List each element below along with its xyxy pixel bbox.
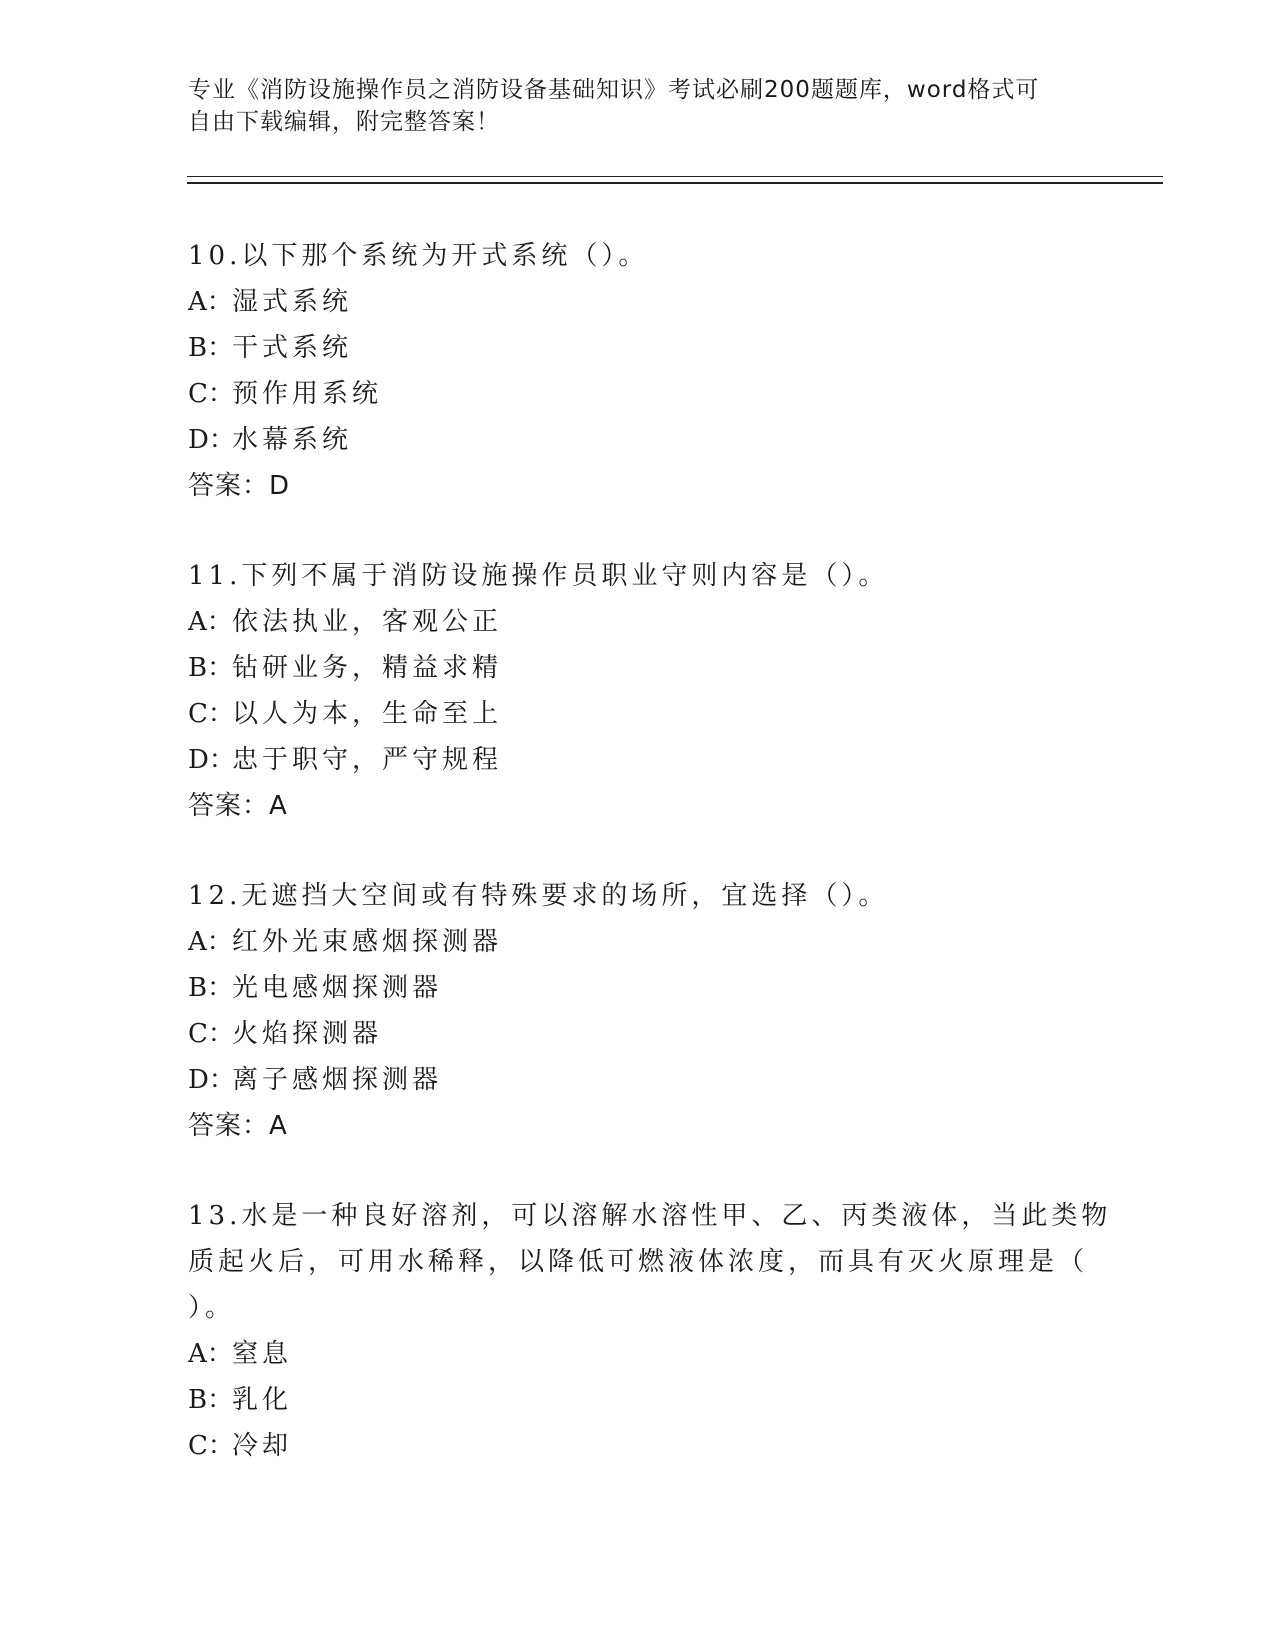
header-line-2: 自由下载编辑，附完整答案！ [188,109,500,135]
option-text: 光电感烟探测器 [232,973,443,1003]
option-letter: D： [188,425,235,455]
option-b [188,965,1088,1011]
question-stem-line-1: 13.水是一种良好溶剂，可以溶解水溶性甲、乙、丙类液体，当此类物 [188,1201,1112,1231]
option-text: 干式系统 [232,333,353,363]
option-letter: C： [188,699,234,729]
option-letter: A： [188,607,233,637]
option-c [188,1011,1088,1057]
option-c [188,1423,1088,1469]
option-text: 窒息 [232,1339,293,1369]
question-12 [188,873,1088,1149]
option-letter: B： [188,973,234,1003]
option-d [188,417,1088,463]
question-13 [188,1193,1112,1469]
option-letter: A： [188,1339,233,1369]
option-b [188,325,1088,371]
option-letter: C： [188,1019,234,1049]
option-a [188,919,1088,965]
option-letter: A： [188,927,233,957]
option-text: 湿式系统 [232,287,353,317]
option-c [188,691,1088,737]
header-divider-thick [187,182,1163,184]
option-letter: C： [188,379,234,409]
option-b [188,645,1088,691]
option-a [188,279,1088,325]
option-text: 乳化 [232,1385,293,1415]
option-letter: B： [188,333,234,363]
question-stem-line-2: 质起火后，可用水稀释，以降低可燃液体浓度，而具有灭火原理是（ [188,1247,1089,1277]
option-c [188,371,1088,417]
option-text: 钻研业务，精益求精 [232,653,503,683]
option-d [188,1057,1088,1103]
option-text: 预作用系统 [232,379,383,409]
option-a [188,1331,1088,1377]
answer: 答案：D [188,471,291,501]
option-text: 冷却 [232,1431,293,1461]
option-d [188,737,1088,783]
document-header [188,74,1088,138]
question-stem: 12.无遮挡大空间或有特殊要求的场所，宜选择（）。 [188,881,889,911]
answer: 答案：A [188,791,288,821]
header-line-1: 专业《消防设施操作员之消防设备基础知识》考试必刷200题题库，word格式可 [188,77,1040,103]
option-letter: B： [188,653,234,683]
question-stem-line-3: ）。 [188,1293,236,1323]
option-letter: C： [188,1431,234,1461]
option-letter: A： [188,287,233,317]
option-a [188,599,1088,645]
option-text: 火焰探测器 [232,1019,383,1049]
option-text: 依法执业，客观公正 [232,607,503,637]
question-stem: 11.下列不属于消防设施操作员职业守则内容是（）。 [188,561,889,591]
option-b [188,1377,1088,1423]
option-text: 水幕系统 [232,425,353,455]
option-text: 红外光束感烟探测器 [232,927,503,957]
question-11 [188,553,1088,829]
question-10 [188,233,1088,509]
option-text: 以人为本，生命至上 [232,699,503,729]
option-text: 忠于职守，严守规程 [232,745,503,775]
option-letter: D： [188,745,235,775]
option-letter: B： [188,1385,234,1415]
answer: 答案：A [188,1111,288,1141]
option-letter: D： [188,1065,235,1095]
option-text: 离子感烟探测器 [232,1065,443,1095]
header-divider-thin [187,176,1163,177]
question-stem: 10.以下那个系统为开式系统（）。 [188,241,649,271]
